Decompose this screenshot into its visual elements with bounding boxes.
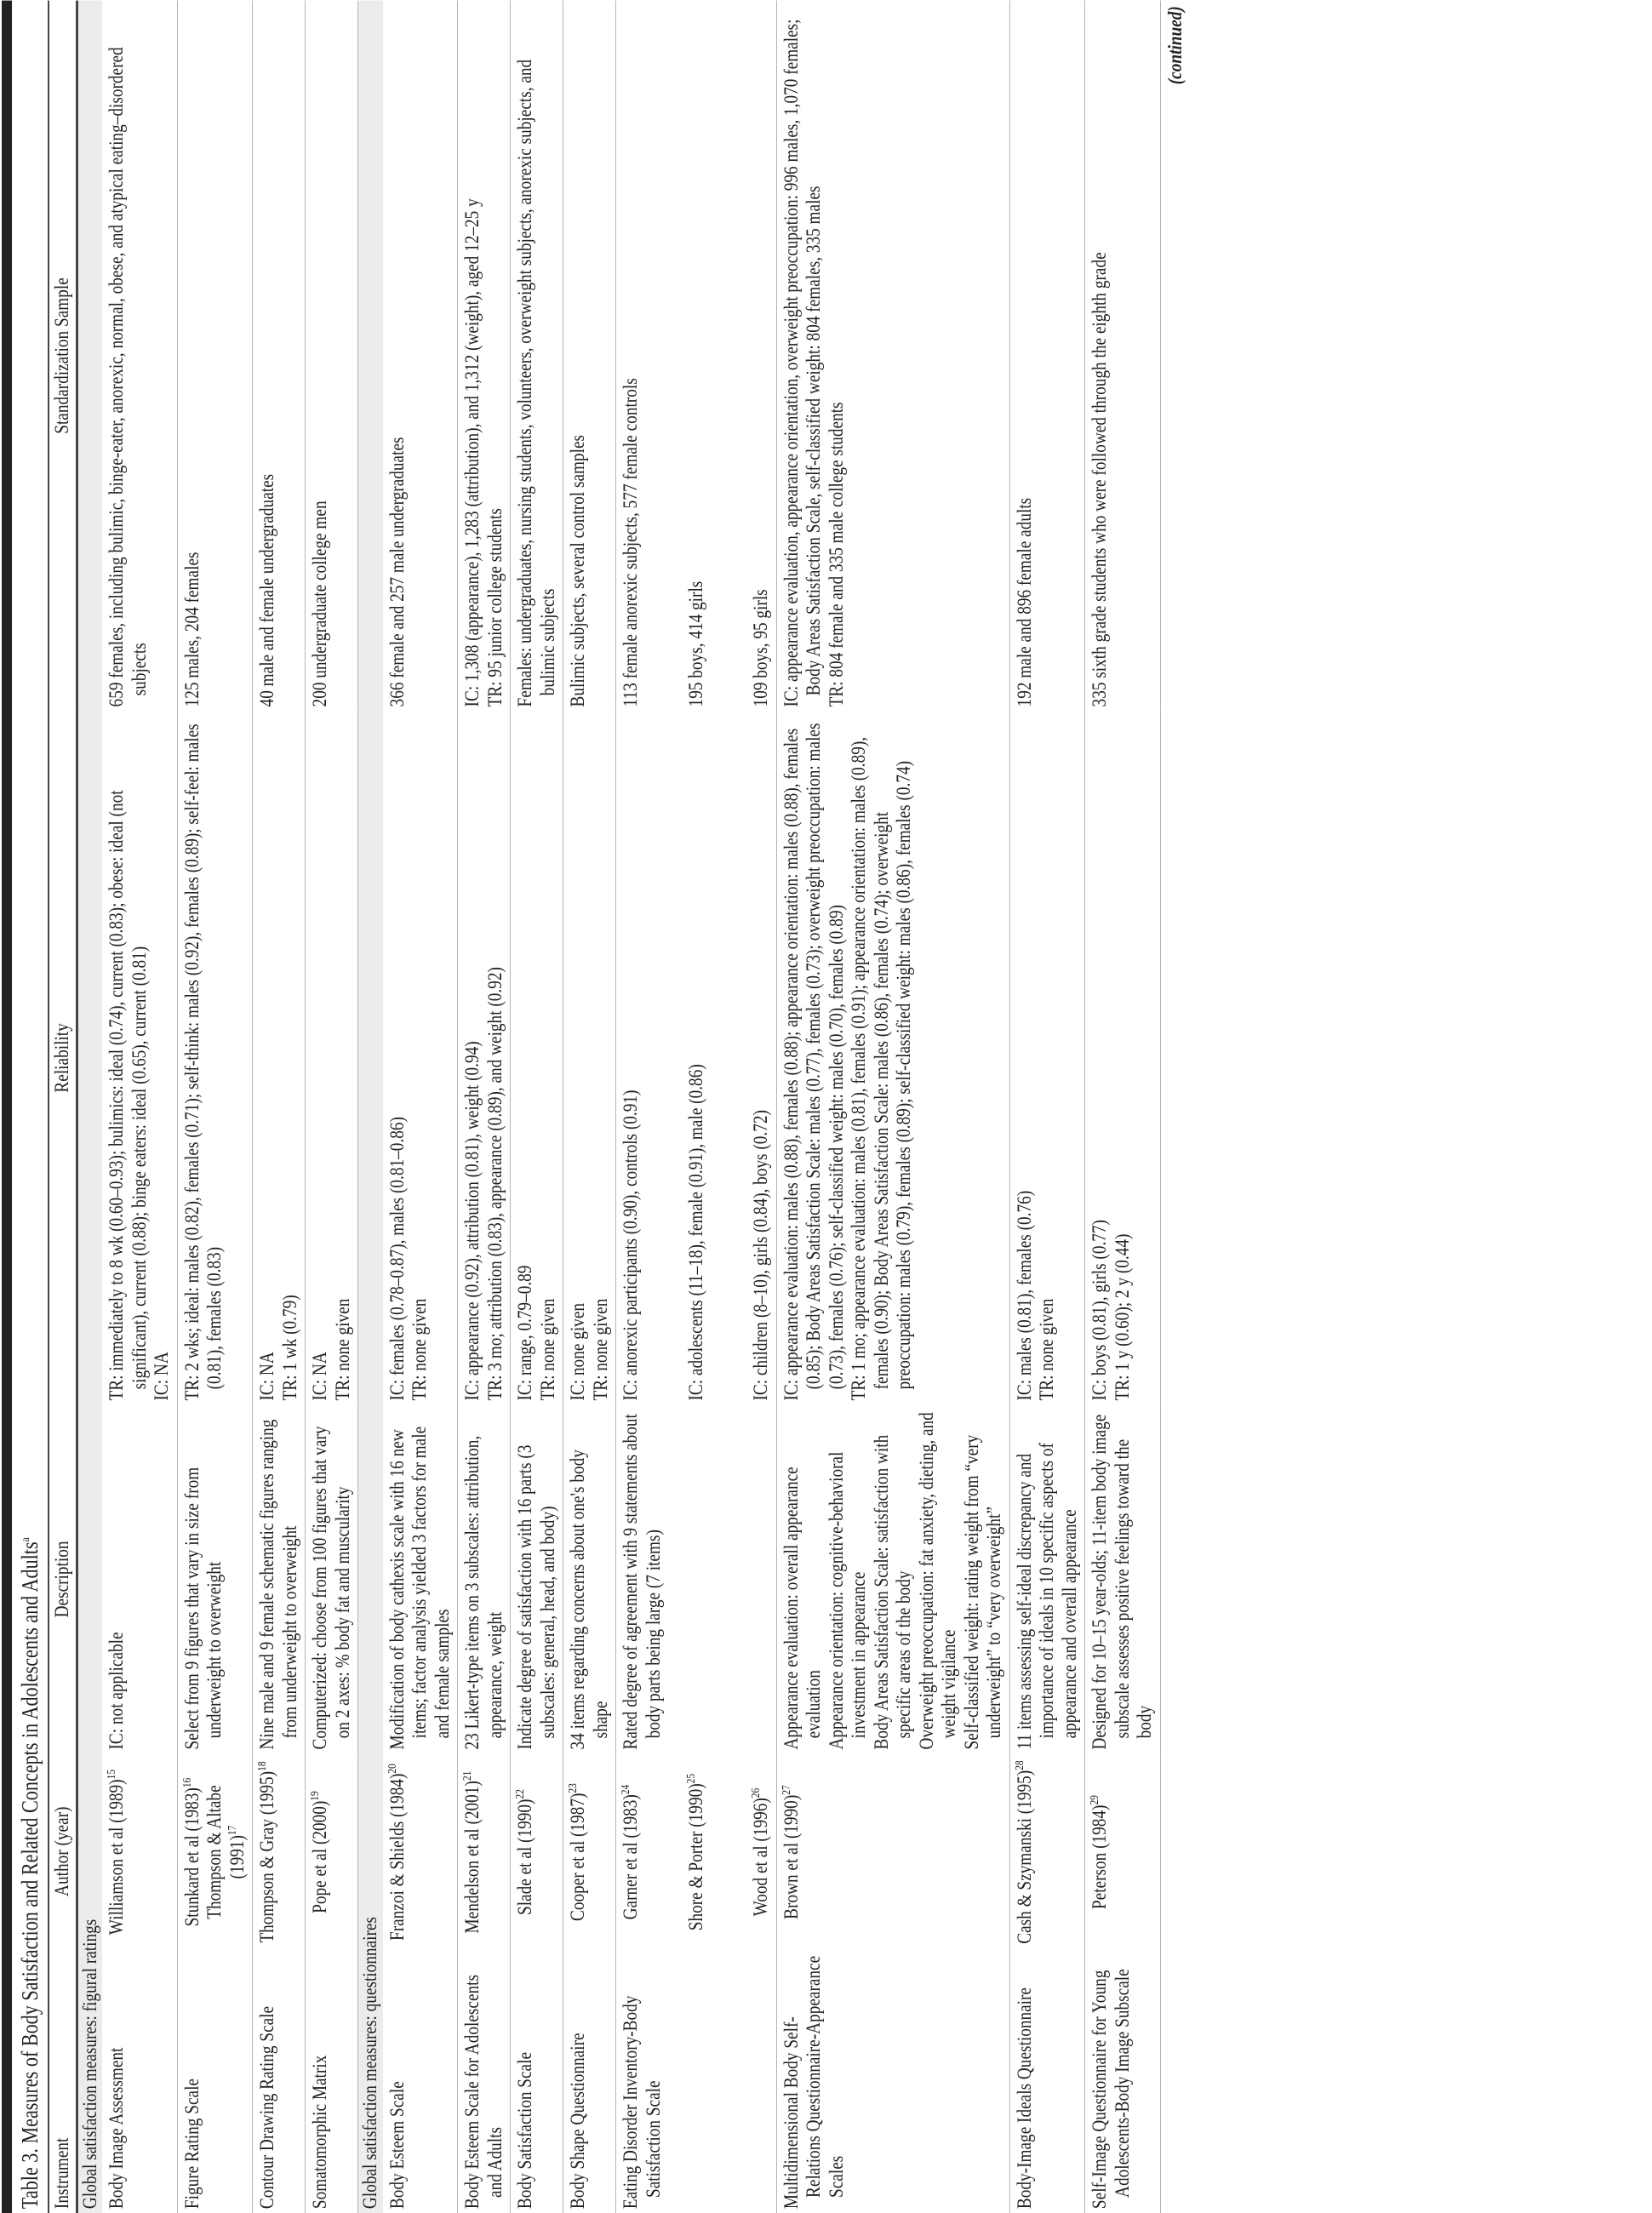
sample-line: 335 sixth grade students who were followed through the eighth grade <box>1089 252 1111 707</box>
table-row <box>306 1 358 2213</box>
author-cell <box>253 1753 306 1949</box>
author-entry <box>203 1759 249 1945</box>
sample-line: Bulimic subjects, several control samples <box>567 434 589 707</box>
sample-cell <box>511 1 563 712</box>
instrument-cell <box>102 1949 177 2213</box>
description-cell <box>776 1404 1009 1753</box>
sample-cell <box>616 1 777 712</box>
description-cell <box>306 1404 358 1753</box>
sample-line: 125 males, 204 females <box>180 552 203 707</box>
table-row <box>1085 1 1161 2213</box>
author-name: Franzoi & Shields (1984) <box>386 1773 409 1941</box>
table-row <box>383 1 458 2213</box>
instrument-cell <box>306 1949 358 2213</box>
author-entry <box>106 1759 129 1945</box>
section-label: Global satisfaction measures: questionnaires <box>358 1 383 2213</box>
instrument-cell <box>383 1949 458 2213</box>
reliability-line: IC: NA <box>256 1352 278 1401</box>
author-entry <box>514 1759 537 1945</box>
sample-cell <box>563 1 616 712</box>
author-name: Thompson & Gray (1995) <box>256 1770 278 1943</box>
reliability-line: IC: appearance (0.92), attribution (0.81), weight (0.94) <box>461 1041 483 1401</box>
header-author: Author (year) <box>49 1753 77 1949</box>
table-row <box>253 1 306 2213</box>
measures-table <box>48 1 1161 2213</box>
section-row <box>77 1 102 2213</box>
sample-cell <box>102 1 177 712</box>
continued-note: (continued) <box>1163 6 1186 85</box>
instrument-name: Body-Image Ideals Questionnaire <box>1013 1987 1036 2210</box>
author-entry <box>461 1759 484 1945</box>
instrument-name: Body Esteem Scale for Adolescents and Adults <box>461 1975 506 2210</box>
reliability-line: IC: NA <box>151 1352 173 1401</box>
sample-line: IC: 1,308 (appearance), 1,283 (attribution), and 1,312 (weight), aged 12–25 y <box>461 198 483 707</box>
author-name: Thompson & Altabe (1991) <box>203 1785 249 1919</box>
reliability-line: TR: 3 mo; attribution (0.83), appearance (0.89), and weight (0.92) <box>483 967 506 1401</box>
sample-cell <box>306 1 358 712</box>
author-name: Cooper et al (1987) <box>567 1793 589 1921</box>
instrument-name: Body Esteem Scale <box>386 2081 409 2210</box>
instrument-cell <box>563 1949 616 2213</box>
reliability-line: TR: 1 y (0.60); 2 y (0.44) <box>1111 1233 1134 1401</box>
reliability-cell <box>511 711 563 1404</box>
description-cell <box>511 1404 563 1753</box>
table-row <box>616 1 777 2213</box>
reliability-cell <box>458 711 511 1404</box>
author-ref: 24 <box>620 1784 633 1795</box>
reliability-cell <box>253 711 306 1404</box>
author-cell <box>776 1753 1009 1949</box>
author-ref: 29 <box>1089 1795 1102 1805</box>
section-label: Global satisfaction measures: figural ratings <box>77 1 102 2213</box>
author-cell <box>458 1753 511 1949</box>
sample-cell <box>177 1 253 712</box>
author-cell <box>306 1753 358 1949</box>
reliability-line: IC: anorexic participants (0.90), controls (0.91) <box>620 1089 642 1401</box>
reliability-line: IC: children (8–10), girls (0.84), boys (0.72) <box>750 1110 772 1401</box>
instrument-cell <box>1009 1949 1085 2213</box>
sample-line: TR: 95 junior college students <box>483 508 506 707</box>
reliability-line: IC: males (0.81), females (0.76) <box>1013 1190 1036 1401</box>
author-cell <box>177 1753 253 1949</box>
sample-line: 366 female and 257 male undergraduates <box>386 437 409 707</box>
author-entry <box>685 1759 708 1945</box>
sample-line: 192 male and 896 female adults <box>1013 497 1036 707</box>
description-line: Designed for 10–15 year-olds; 11-item body image subscale assesses positive feelings toward the body <box>1089 1414 1156 1750</box>
description-cell <box>1009 1404 1085 1753</box>
header-sample: Standardization Sample <box>49 1 77 712</box>
description-line: Computerized: choose from 100 figures that vary on 2 axes: % body fat and muscularity <box>309 1426 354 1750</box>
author-entry <box>1014 1759 1037 1945</box>
sample-line: TR: 804 female and 335 male college students <box>825 402 848 707</box>
author-name: Stunkard et al (1983) <box>180 1787 203 1927</box>
instrument-name: Multidimensional Body Self-Relations Questionnaire-Appearance Scales <box>780 1955 848 2210</box>
instrument-name: Body Shape Questionnaire <box>567 2033 589 2210</box>
table-row <box>102 1 177 2213</box>
author-name: Mendelson et al (2001) <box>461 1781 483 1934</box>
reliability-line: IC: none given <box>567 1302 589 1401</box>
description-line: Modification of body cathexis scale with 16 new items; factor analysis yielded 3 factors for male and female samples <box>386 1426 454 1750</box>
instrument-cell <box>253 1949 306 2213</box>
author-entry <box>1089 1759 1112 1945</box>
reliability-line: TR: none given <box>536 1298 559 1401</box>
description-cell <box>102 1404 177 1753</box>
instrument-name: Figure Rating Scale <box>180 2079 203 2210</box>
sample-line: 113 female anorexic subjects, 577 female controls <box>620 378 642 707</box>
reliability-cell <box>1085 711 1161 1404</box>
author-name: Wood et al (1996) <box>750 1798 772 1917</box>
header-instrument: Instrument <box>49 1949 77 2213</box>
author-entry <box>750 1759 773 1945</box>
description-cell <box>458 1404 511 1753</box>
description-line: Body Areas Satisfaction Scale: satisfaction with specific areas of the body <box>870 1434 915 1750</box>
sample-cell <box>776 1 1009 712</box>
reliability-line: IC: NA <box>309 1352 331 1401</box>
reliability-line: IC: adolescents (11–18), female (0.91), male (0.86) <box>684 1064 707 1401</box>
description-line: Overweight preoccupation: fat anxiety, dieting, and weight vigilance <box>915 1412 960 1750</box>
author-entry <box>780 1759 803 1945</box>
author-name: Shore & Porter (1990) <box>684 1783 707 1931</box>
instrument-name: Somatomorphic Matrix <box>309 2055 331 2210</box>
author-ref: 19 <box>309 1791 323 1801</box>
reliability-cell <box>102 711 177 1404</box>
description-cell <box>253 1404 306 1753</box>
section-row <box>358 1 383 2213</box>
reliability-cell <box>177 711 253 1404</box>
sample-line: 195 boys, 414 girls <box>684 580 707 707</box>
instrument-cell <box>458 1949 511 2213</box>
description-line: 23 Likert-type items on 3 subscales: attribution, appearance, weight <box>461 1435 506 1750</box>
rotated-table-page <box>0 1 1652 2213</box>
description-cell <box>1085 1404 1161 1753</box>
author-ref: 18 <box>256 1761 270 1771</box>
reliability-cell <box>563 711 616 1404</box>
author-ref: 22 <box>514 1789 528 1799</box>
sample-line: 109 boys, 95 girls <box>750 589 772 707</box>
author-cell <box>383 1753 458 1949</box>
description-line: Indicate degree of satisfaction with 16 parts (3 subscales: general, head, and body) <box>514 1444 559 1750</box>
reliability-line: TR: none given <box>1036 1298 1058 1401</box>
author-ref: 21 <box>461 1770 475 1781</box>
reliability-cell <box>616 711 777 1404</box>
table-title: Table 3. Measures of Body Satisfaction and Related Concepts in Adolescents and Adults$^a$ <box>17 1537 43 2210</box>
description-cell <box>616 1404 777 1753</box>
table-row <box>776 1 1009 2213</box>
author-name: Williamson et al (1989) <box>106 1779 128 1936</box>
sample-cell <box>1085 1 1161 712</box>
author-cell <box>511 1753 563 1949</box>
reliability-cell <box>383 711 458 1404</box>
instrument-name: Body Satisfaction Scale <box>514 2051 536 2210</box>
instrument-cell <box>1085 1949 1161 2213</box>
sample-cell <box>383 1 458 712</box>
author-ref: 17 <box>226 1825 239 1836</box>
table-row <box>458 1 511 2213</box>
table-row <box>563 1 616 2213</box>
author-cell <box>616 1753 777 1949</box>
author-cell <box>102 1753 177 1949</box>
author-ref: 27 <box>780 1785 793 1795</box>
reliability-cell <box>1009 711 1085 1404</box>
sample-cell <box>458 1 511 712</box>
reliability-line: TR: none given <box>589 1298 612 1401</box>
table-row <box>177 1 253 2213</box>
description-line: Select from 9 figures that vary in size from underweight to overweight <box>180 1467 226 1750</box>
author-entry <box>256 1759 279 1945</box>
reliability-line: TR: 1 wk (0.79) <box>278 1295 301 1401</box>
author-entry <box>386 1759 409 1945</box>
author-name: Pope et al (2000) <box>309 1800 331 1913</box>
author-name: Cash & Szymanski (1995) <box>1013 1770 1036 1944</box>
instrument-cell <box>776 1949 1009 2213</box>
author-entry <box>309 1759 332 1945</box>
description-line: Rated degree of agreement with 9 statements about body parts being large (7 items) <box>620 1414 665 1750</box>
author-cell <box>1085 1753 1161 1949</box>
author-ref: 23 <box>567 1783 580 1793</box>
table-row <box>511 1 563 2213</box>
author-name: Brown et al (1990) <box>780 1794 803 1919</box>
description-line: Nine male and 9 female schematic figures ranging from underweight to overweight <box>256 1419 301 1750</box>
author-name: Garner et al (1983) <box>620 1794 642 1920</box>
sample-line: 200 undergraduate college men <box>309 500 331 707</box>
author-name: Slade et al (1990) <box>514 1798 536 1916</box>
instrument-cell <box>616 1949 777 2213</box>
title-rule <box>2 1 12 2213</box>
description-line: 34 items regarding concerns about one's body shape <box>567 1450 612 1750</box>
author-cell <box>563 1753 616 1949</box>
author-entry <box>567 1759 590 1945</box>
author-ref: 15 <box>106 1769 119 1780</box>
description-line: 11 items assessing self-ideal discrepancy and importance of ideals in 10 specific aspects of appearance and overall appearance <box>1013 1443 1081 1750</box>
author-ref: 25 <box>684 1773 698 1784</box>
description-cell <box>383 1404 458 1753</box>
description-line: Appearance orientation: cognitive-behavioral investment in appearance <box>825 1451 870 1750</box>
instrument-name: Self-Image Questionnaire for Young Adolescents-Body Image Subscale <box>1089 1969 1134 2210</box>
reliability-cell <box>776 711 1009 1404</box>
description-line: Self-classified weight: rating weight from “very underweight” to “very overweight” <box>960 1434 1005 1750</box>
instrument-name: Contour Drawing Rating Scale <box>256 2005 278 2210</box>
sample-cell <box>253 1 306 712</box>
sample-line: 659 females, including bulimic, binge-eater, anorexic, normal, obese, and atypical eating–disordered subjects <box>106 47 151 707</box>
author-ref: 26 <box>750 1787 763 1798</box>
author-ref: 28 <box>1013 1760 1026 1770</box>
instrument-cell <box>177 1949 253 2213</box>
instrument-cell <box>511 1949 563 2213</box>
reliability-line: IC: boys (0.81), girls (0.77) <box>1089 1220 1111 1401</box>
sample-line: IC: appearance evaluation, appearance orientation, overweight preoccupation: 996 males, 1,070 females; Body Areas Satisfaction Scale, self-classified weight: 804 females, 335 males <box>780 19 825 707</box>
header-row <box>49 1 77 2213</box>
author-entry <box>620 1759 643 1945</box>
reliability-line: TR: 2 wks; ideal: males (0.82), females (0.71); self-think: males (0.92), females (0.89); self-feel: males (0.81), females (0.83) <box>180 723 226 1401</box>
reliability-line: IC: females (0.78–0.87), males (0.81–0.86) <box>386 1117 409 1401</box>
reliability-line: TR: none given <box>409 1298 431 1401</box>
author-ref: 16 <box>180 1777 194 1788</box>
description-line: Appearance evaluation: overall appearance evaluation <box>780 1467 825 1750</box>
header-description: Description <box>49 1404 77 1753</box>
table-row <box>1009 1 1085 2213</box>
reliability-line: TR: none given <box>331 1298 354 1401</box>
reliability-line: TR: immediately to 8 wk (0.60–0.93); bulimics: ideal (0.74), current (0.83); obese: ideal (not significant), current (0.88); binge eaters: ideal (0.65), current (0.81) <box>106 790 151 1401</box>
sample-line: 40 male and female undergraduates <box>256 473 278 707</box>
header-reliability: Reliability <box>49 711 77 1404</box>
author-ref: 20 <box>386 1764 399 1774</box>
author-name: Peterson (1984) <box>1089 1804 1111 1910</box>
description-cell <box>563 1404 616 1753</box>
reliability-line: IC: range, 0.79–0.89 <box>514 1265 536 1401</box>
description-line: IC: not applicable <box>106 1632 128 1750</box>
sample-cell <box>1009 1 1085 712</box>
reliability-line: TR: 1 mo; appearance evaluation: males (0.81), females (0.91); appearance orientation: males (0.89), females (0.90); Body Areas Satisfaction Scale: males (0.86), females (0.74); overweight preoccupation: males (0.79), females (0.89); self-classified weight: males (0.86), females (0.74) <box>848 736 915 1401</box>
reliability-line: IC: appearance evaluation: males (0.88), females (0.88); appearance orientation: males (0.88), females (0.85); Body Areas Satisfaction Scale: males (0.77), females (0.73); overweight preoccupation: males (0.73), females (0.76); self-classified weight: males (0.70), females (0.89) <box>780 723 848 1401</box>
author-entry <box>181 1759 204 1945</box>
instrument-name: Eating Disorder Inventory-Body Satisfaction Scale <box>620 1995 665 2210</box>
reliability-cell <box>306 711 358 1404</box>
instrument-name: Body Image Assessment <box>106 2047 128 2210</box>
author-cell <box>1009 1753 1085 1949</box>
description-cell <box>177 1404 253 1753</box>
sample-line: Females: undergraduates, nursing students, volunteers, overweight subjects, anorexic subjects, and bulimic subjects <box>514 59 559 707</box>
